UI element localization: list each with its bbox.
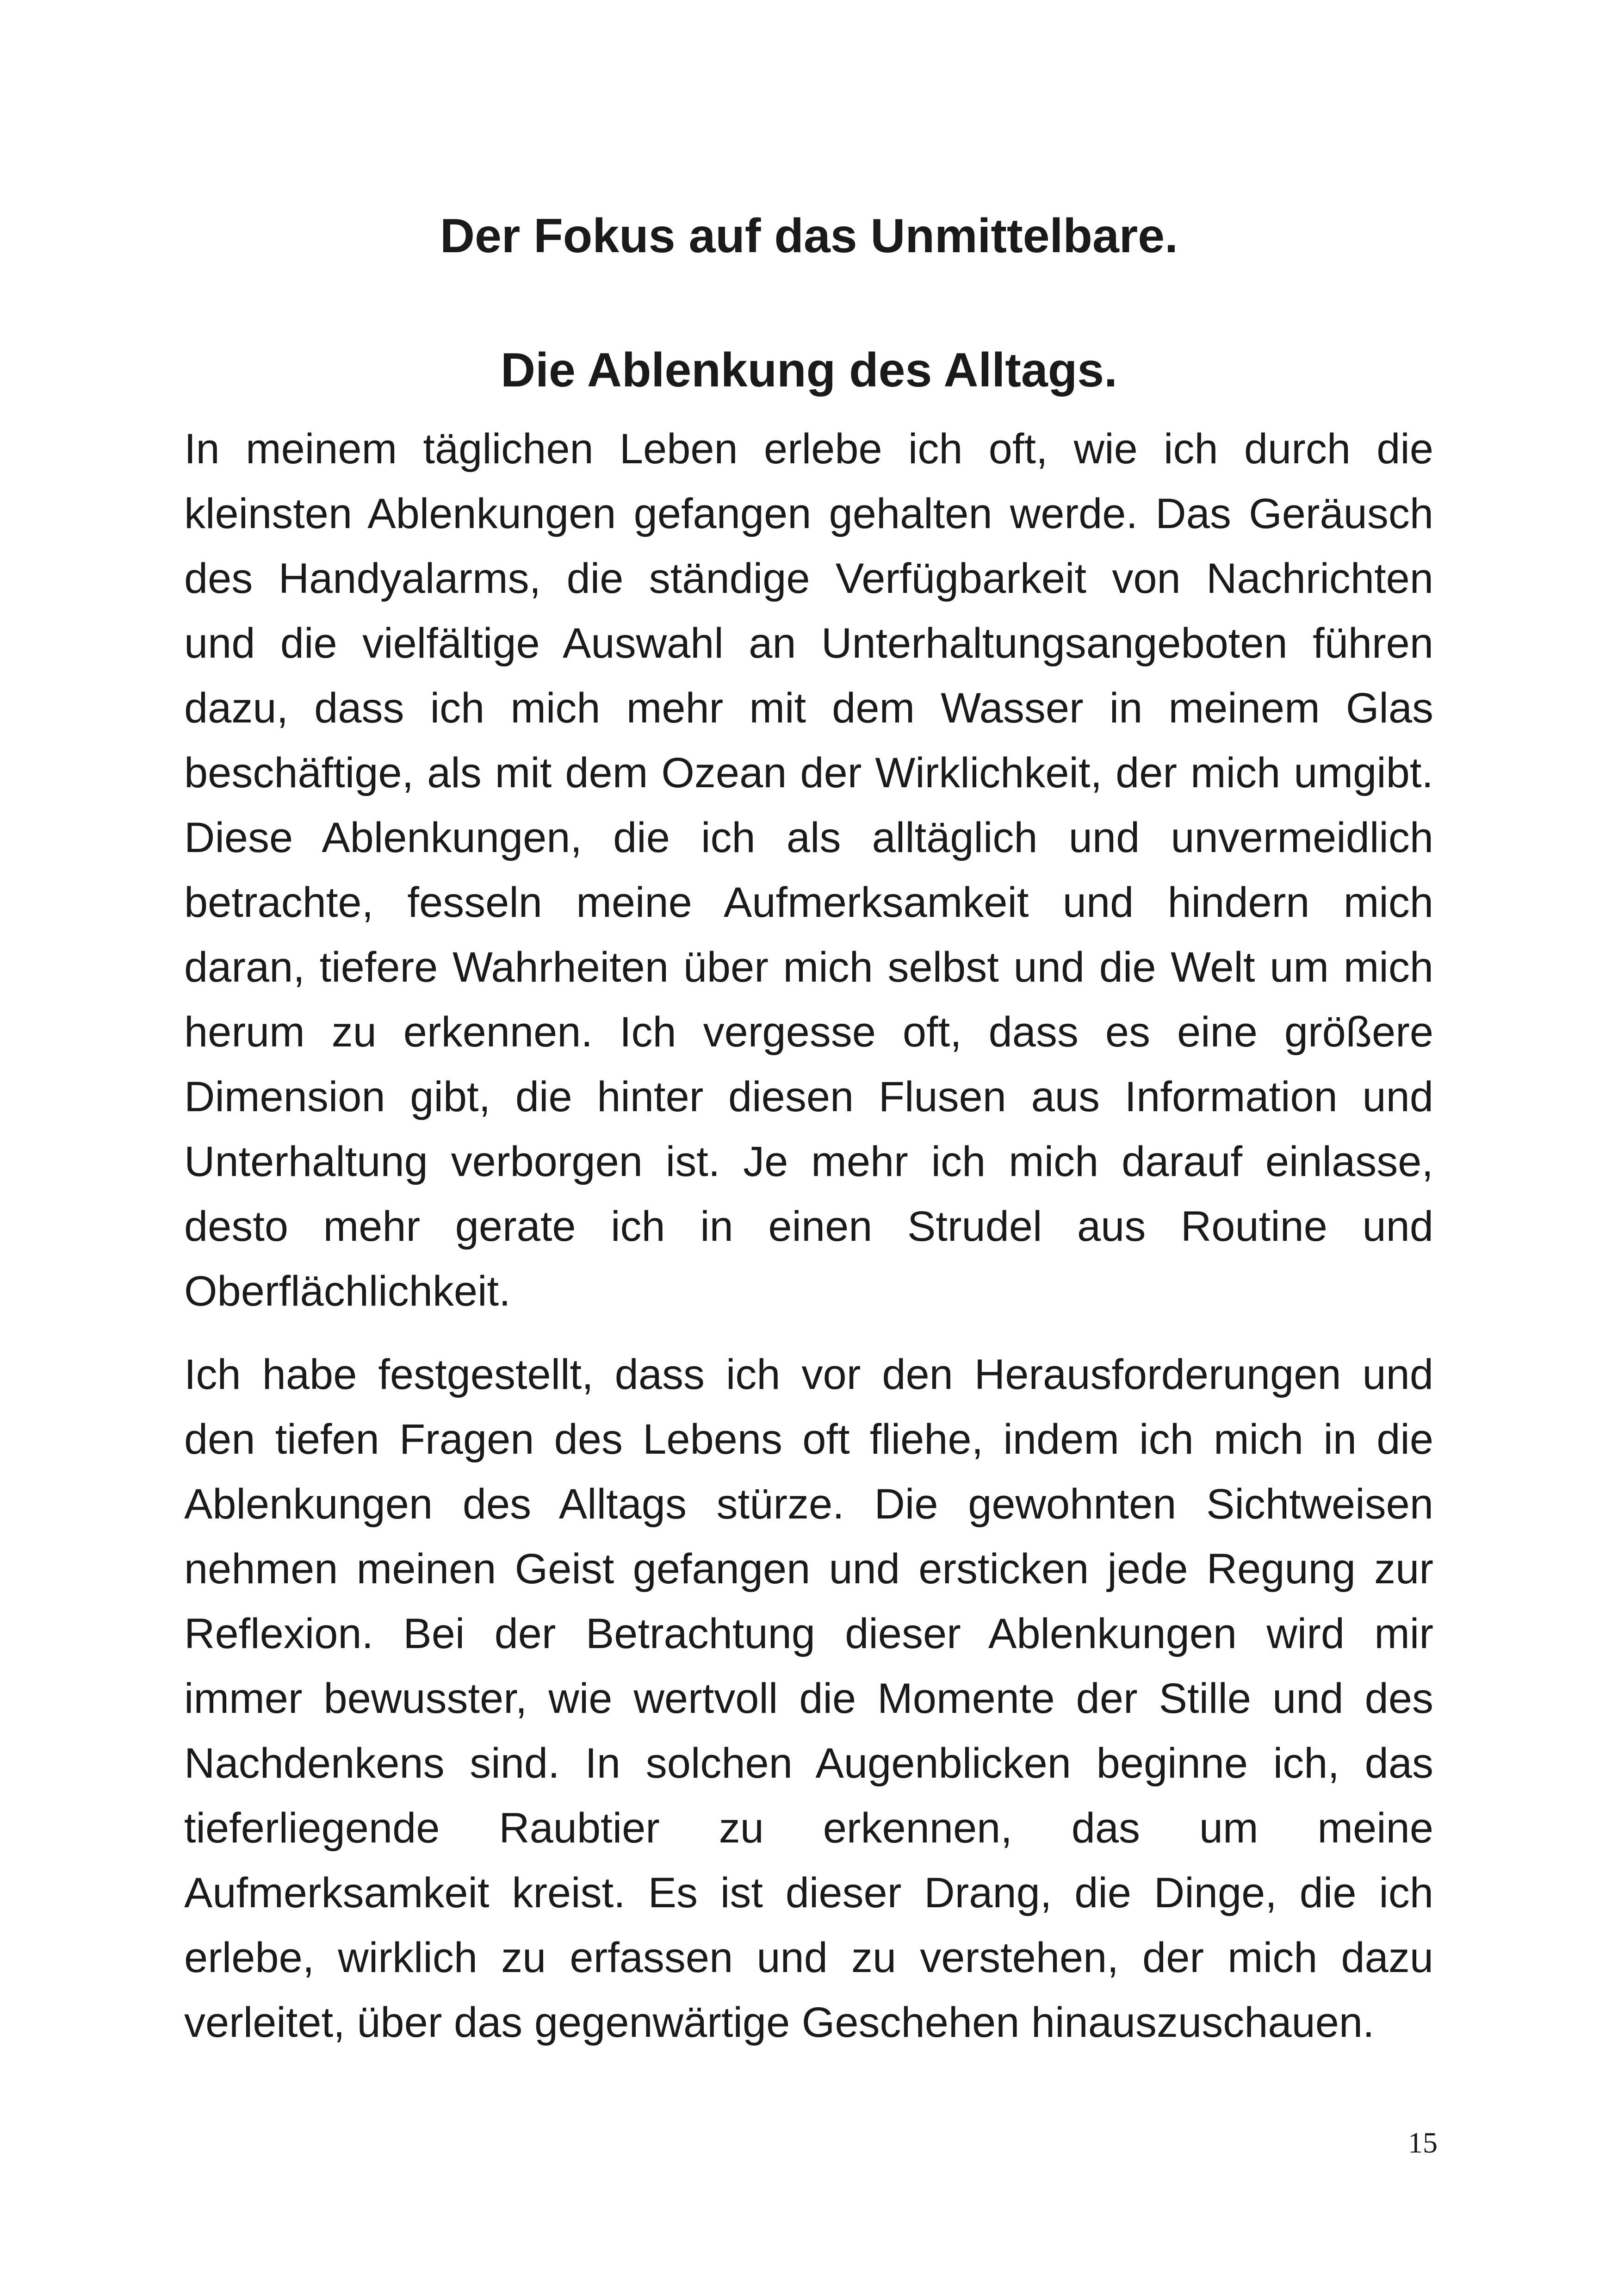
paragraph-1: In meinem täglichen Leben erlebe ich oft, wie ich durch die kleinsten Ablenkungen gefangen gehalten werde. Das Geräusch des Handyalarms, die ständige Verfügbarkeit von Nachrichten und die vielfältige Auswahl an Unterhaltungsangeboten führen dazu, dass ich mich mehr mit dem Wasser in meinem Glas beschäftige, als mit dem Ozean der Wirklichkeit, der mich umgibt. Diese Ablenkungen, die ich als alltäglich und unvermeidlich betrachte, fesseln meine Aufmerksamkeit und hindern mich daran, tiefere Wahrheiten über mich selbst und die Welt um mich herum zu erkennen. Ich vergesse oft, dass es eine größere Dimension gibt, die hinter diesen Flusen aus Information und Unterhaltung verborgen ist. Je mehr ich mich darauf einlasse, desto mehr gerate ich in einen Strudel aus Routine und Oberflächlichkeit.: [184, 425, 1433, 1315]
paragraph-2: Ich habe festgestellt, dass ich vor den Herausforderungen und den tiefen Fragen des Lebens oft fliehe, indem ich mich in die Ablenkungen des Alltags stürze. Die gewohnten Sichtweisen nehmen meinen Geist gefangen und ersticken jede Regung zur Reflexion. Bei der Betrachtung dieser Ablenkungen wird mir immer bewusster, wie wertvoll die Momente der Stille und des Nachdenkens sind. In solchen Augenblicken beginne ich, das tieferliegende Raubtier zu erkennen, das um meine Aufmerksamkeit kreist. Es ist dieser Drang, die Dinge, die ich erlebe, wirklich zu erfassen und zu verstehen, der mich dazu verleitet, über das gegenwärtige Geschehen hinauszuschauen.: [184, 1351, 1433, 2046]
body-text: [184, 417, 1433, 2055]
chapter-title: Der Fokus auf das Unmittelbare.: [440, 209, 1178, 263]
section-title: Die Ablenkung des Alltags.: [501, 343, 1117, 397]
page-number: 15: [1408, 2126, 1438, 2159]
